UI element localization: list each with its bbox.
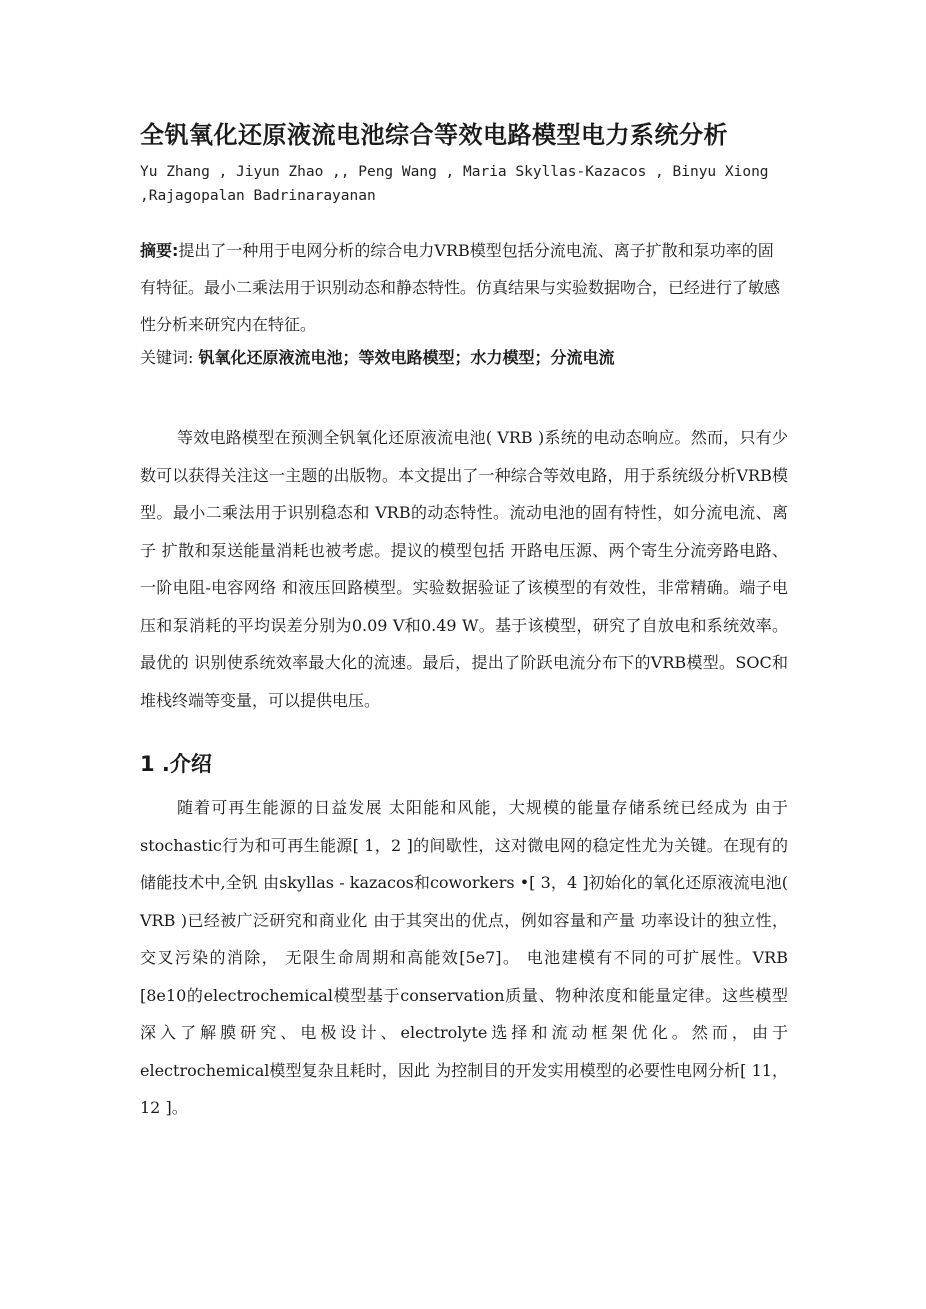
paper-page — [140, 118, 788, 1127]
abstract-label: 摘要: — [140, 241, 179, 260]
keywords-label: 关键词: — [140, 348, 194, 367]
keywords-values: 钒氧化还原液流电池；等效电路模型；水力模型；分流电流 — [198, 348, 615, 367]
introduction-paragraph: 随着可再生能源的日益发展 太阳能和风能，大规模的能量存储系统已经成为 由于stochastic行为和可再生能源[ 1，2 ]的间歇性，这对微电网的稳定性尤为关键。在现有的储能技术中,全钒 由skyllas - kazacos和coworkers •[ 3，4 ]初始化的氧化还原液流电池( VRB )已经被广泛研究和商业化 由于其突出的优点，例如容量和产量 功率设计的独立性，交叉污染的消除， 无限生命周期和高能效[5e7]。 电池建模有不同的可扩展性。VRB [8e10的electrochemical模型基于conservation质量、物种浓度和能量定律。这些模型 深入了解膜研究、电极设计、electrolyte选择和流动框架优化。然而，由于electrochemical模型复杂且耗时，因此 为控制目的开发实用模型的必要性电网分析[ 11，12 ]。 — [140, 798, 788, 1117]
summary-paragraph: 等效电路模型在预测全钒氧化还原液流电池( VRB )系统的电动态响应。然而，只有少数可以获得关注这一主题的出版物。本文提出了一种综合等效电路，用于系统级分析VRB模型。最小二乘法用于识别稳态和 VRB的动态特性。流动电池的固有特性，如分流电流、离子 扩散和泵送能量消耗也被考虑。提议的模型包括 开路电压源、两个寄生分流旁路电路、一阶电阻-电容网络 和液压回路模型。实验数据验证了该模型的有效性，非常精确。端子电压和泵消耗的平均误差分别为0.09 V和0.49 W。基于该模型，研究了自放电和系统效率。最优的 识别使系统效率最大化的流速。最后，提出了阶跃电流分布下的VRB模型。SOC和堆栈终端等变量，可以提供电压。 — [140, 428, 788, 710]
section-title: 介绍 — [169, 752, 212, 776]
keywords — [140, 343, 788, 373]
section-number: 1 . — [140, 752, 170, 776]
section-heading-introduction — [140, 749, 788, 779]
paper-title: 全钒氧化还原液流电池综合等效电路模型电力系统分析 — [140, 121, 728, 149]
abstract — [140, 232, 788, 343]
author-list: Yu Zhang , Jiyun Zhao ,, Peng Wang , Maria Skyllas-Kazacos , Binyu Xiong ,Rajagopalan Badrinarayanan — [140, 164, 778, 204]
abstract-text: 提出了一种用于电网分析的综合电力VRB模型包括分流电流、离子扩散和泵功率的固有特征。最小二乘法用于识别动态和静态特性。仿真结果与实验数据吻合，已经进行了敏感性分析来研究内在特征。 — [140, 241, 781, 334]
